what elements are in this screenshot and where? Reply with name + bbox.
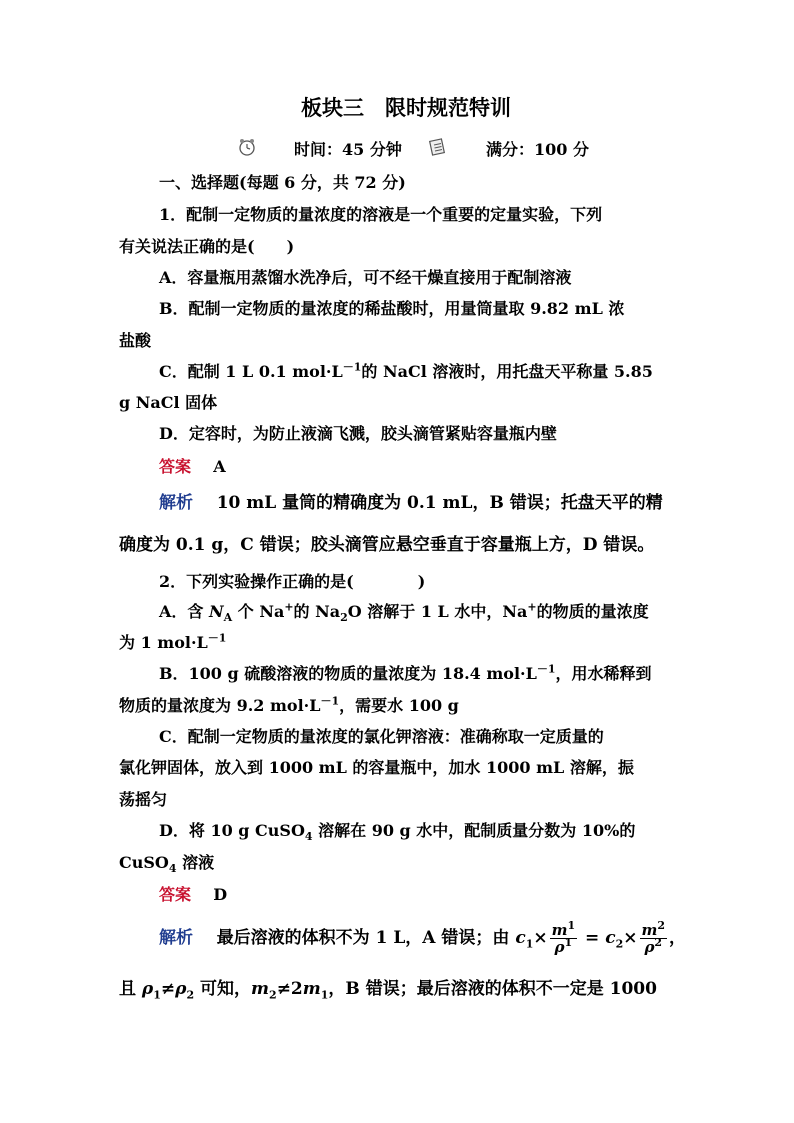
q1-option-a: A．容量瓶用蒸馏水洗净后，可不经干燥直接用于配制溶液 — [159, 268, 572, 287]
q2-option-b-line1: B．100 g 硫酸溶液的物质的量浓度为 18.4 $mol\cdot L^{-1}$，用水稀释到 — [159, 662, 652, 683]
q1-option-d: D．定容时，为防止液滴飞溅，胶头滴管紧贴容量瓶内壁 — [159, 424, 557, 443]
analysis-label: 解析 — [159, 928, 193, 948]
q2-analysis-line1: 解析 最后溶液的体积不为 1 L，A 错误；由 $c_1\times$ $\frac{m^1}{\rho^1}$ = $c_2\times$ $\frac{m^2}{\rho^2}$ ， — [159, 919, 687, 956]
q1-option-b-line2: 盐酸 — [119, 331, 152, 350]
alarm-clock-icon — [237, 137, 257, 157]
paper-sheet-icon — [428, 137, 448, 157]
fraction-m2-rho2: $\frac{m^2}{\rho^2}$ — [641, 919, 666, 956]
q2-stem: 2．下列实验操作正确的是( ) — [159, 572, 426, 591]
q1-option-c-line1: C．配制 1 L 0.1 $mol\cdot L^{-1}$的 NaCl 溶液时，用托盘天平称量 5.85 — [159, 360, 653, 381]
q2-option-a-line2: 为 1 $mol\cdot L^{-1}$ — [119, 631, 227, 652]
time-limit: 时间：45 分钟 — [294, 140, 402, 159]
analysis-label: 解析 — [159, 493, 193, 513]
q1-analysis-line2: 确度为 0.1 g，C 错误；胶头滴管应悬空垂直于容量瓶上方，D 错误。 — [119, 535, 655, 555]
q1-answer: 答案 A — [159, 457, 226, 476]
q2-option-d-line2: CuSO$_4$ 溶液 — [119, 853, 215, 876]
q1-analysis-line1: 解析 10 mL 量筒的精确度为 0.1 mL，B 错误；托盘天平的精 — [159, 493, 663, 513]
answer-label: 答案 — [159, 457, 192, 476]
q1-option-b-line1: B．配制一定物质的量浓度的稀盐酸时，用量筒量取 9.82 mL 浓 — [159, 299, 625, 318]
q2-analysis-line2: 且 $\rho_1\ne\rho_2$ 可知，$m_2\ne 2m_1$，B 错误；最后溶液的体积不一定是 1000 — [119, 979, 657, 1002]
section-heading: 一、选择题(每题 6 分，共 72 分) — [159, 173, 406, 192]
q2-option-c-line2: 氯化钾固体，放入到 1000 mL 的容量瓶中，加水 1000 mL 溶解，振 — [119, 758, 634, 777]
page-title: 板块三 限时规范特训 — [301, 95, 511, 120]
q2-option-c-line1: C．配制一定物质的量浓度的氯化钾溶液：准确称取一定质量的 — [159, 727, 604, 746]
q2-answer: 答案 D — [159, 885, 228, 904]
full-score: 满分：100 分 — [486, 140, 589, 159]
q2-option-d-line1: D．将 10 g CuSO$_4$ 溶解在 90 g 水中，配制质量分数为 10%的 — [159, 821, 636, 844]
q2-option-a-line1: A．含 $N_A$ 个 Na+的 $Na_2O$ 溶解于 1 L 水中，Na+的物质的量浓度 — [159, 600, 649, 625]
q1-stem-line2: 有关说法正确的是( ) — [119, 237, 295, 256]
answer-label: 答案 — [159, 885, 192, 904]
q1-option-c-line2: g NaCl 固体 — [119, 393, 218, 412]
q2-option-b-line2: 物质的量浓度为 9.2 $mol\cdot L^{-1}$，需要水 100 g — [119, 694, 459, 715]
q1-stem-line1: 1．配制一定物质的量浓度的溶液是一个重要的定量实验，下列 — [159, 205, 603, 224]
fraction-m1-rho1: $\frac{m^1}{\rho^1}$ — [551, 919, 576, 956]
q2-option-c-line3: 荡摇匀 — [119, 790, 168, 809]
